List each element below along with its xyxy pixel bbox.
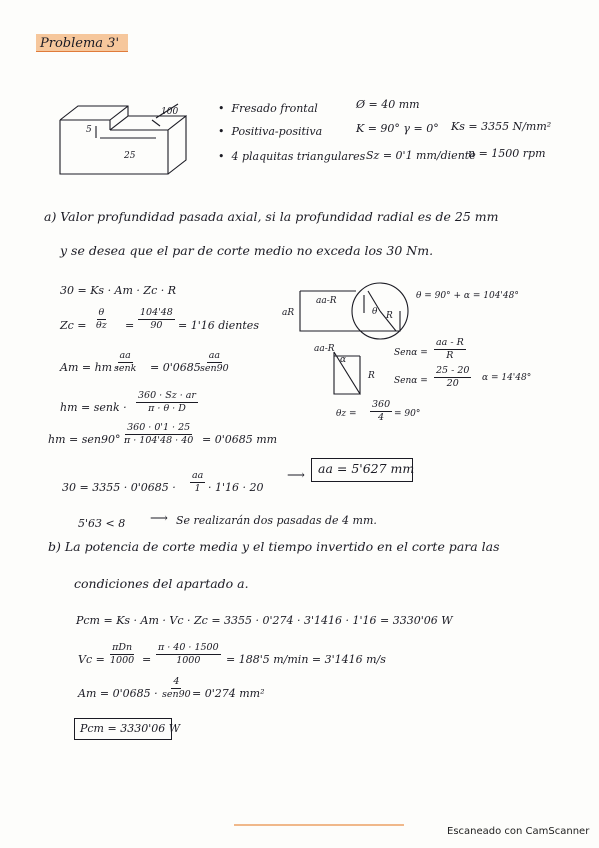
ar-label: aR: [282, 308, 295, 318]
zc-f2-num: 104'48: [140, 307, 173, 318]
hm2-lhs: hm = sen90° ·: [48, 433, 128, 446]
sen1-den: R: [446, 349, 454, 361]
zc-f1-den: θz: [96, 319, 107, 331]
sen2-den: 20: [446, 377, 459, 389]
bullet-2-text: Positiva-positiva: [231, 125, 323, 138]
scanner-watermark: Escaneado con CamScanner: [447, 826, 590, 837]
hm2-result: = 0'0685 mm: [202, 433, 278, 446]
am-b-lhs: Am = 0'0685 ·: [78, 687, 158, 700]
am-lhs: Am = hm ·: [60, 361, 120, 374]
zc-fraction-1: [96, 308, 107, 331]
zc-lhs: Zc =: [60, 319, 87, 332]
sen-alpha-2-fraction: [434, 366, 471, 389]
vc-f2-num: π · 40 · 1500: [158, 642, 219, 653]
bullet-3-text: 4 plaquitas triangulares: [231, 150, 366, 163]
theta-equation: θ = 90° + α = 104'48°: [416, 291, 519, 301]
circle-aa-r-label: aa-R: [316, 296, 337, 306]
param-sz: Sz = 0'1 mm/diente: [366, 149, 476, 162]
result-aa: aa = 5'627 mm: [318, 461, 415, 476]
vc-f1-den: 1000: [110, 654, 135, 666]
am-b-result: = 0'274 mm²: [192, 687, 265, 700]
sen-alpha-1-fraction: [434, 338, 466, 361]
am-fraction-1: [114, 351, 136, 374]
final-eq-f-den: 1: [194, 482, 201, 494]
alpha-label: α: [340, 355, 347, 365]
vc-f1-num: πDn: [112, 642, 133, 653]
am-f2-num: aa: [208, 350, 221, 361]
am-f2-den: sen90: [200, 362, 229, 374]
hm-lhs: hm = senk ·: [60, 401, 127, 414]
thetaz-num: 360: [372, 399, 391, 410]
zc-f2-den: 90: [150, 319, 163, 331]
sen-alpha-1: Senα =: [394, 348, 428, 358]
am-f1-num: aa: [119, 350, 131, 361]
am-fraction-2: [200, 351, 229, 374]
figure-depth-label: 5: [86, 125, 92, 135]
theta-label: θ: [372, 307, 378, 317]
bullet-1-text: Fresado frontal: [231, 102, 318, 115]
sen1-num: aa - R: [436, 337, 464, 348]
final-eq-lhs: 30 = 3355 · 0'0685 ·: [62, 481, 176, 494]
vc-lhs: Vc =: [78, 653, 105, 666]
final-eq-rhs: · 1'16 · 20: [208, 481, 264, 494]
hm-f-den: π · θ · D: [148, 402, 186, 414]
bullet-3: • 4 plaquitas triangulares: [218, 150, 366, 163]
part-b-statement-2: condiciones del apartado a.: [74, 576, 249, 591]
bullet-2: • Positiva-positiva: [218, 125, 323, 138]
r-label: R: [386, 311, 393, 321]
am-mid: = 0'0685: [150, 361, 201, 374]
part-a-statement-2: y se desea que el par de corte medio no exceda los 30 Nm.: [60, 243, 434, 258]
sen2-num: 25 - 20: [436, 365, 470, 376]
hm-fraction: [136, 391, 198, 414]
param-ks: Ks = 3355 N/mm²: [451, 120, 552, 133]
conclusion-lhs: 5'63 < 8: [78, 517, 126, 530]
footer-divider: [234, 824, 404, 826]
vc-fraction-2: [156, 643, 221, 666]
am-b-f-den: sen90: [162, 688, 191, 700]
hm2-f-den: π · 104'48 · 40: [124, 434, 194, 446]
thetaz-lhs: θz =: [336, 409, 357, 419]
param-diameter: Ø = 40 mm: [356, 98, 420, 111]
pcm-equation: Pcm = Ks · Am · Vc · Zc = 3355 · 0'274 · 3'1416 · 1'16 = 3330'06 W: [76, 614, 453, 627]
vc-fraction-1: [110, 643, 134, 666]
vc-mid: =: [142, 653, 152, 666]
alpha-result: α = 14'48°: [482, 373, 532, 383]
thetaz-den: 4: [378, 411, 385, 423]
vc-result: = 188'5 m/min = 3'1416 m/s: [226, 653, 386, 666]
am-b-f-num: 4: [173, 676, 180, 687]
param-n: n = 1500 rpm: [468, 147, 546, 160]
figure-width-label: 100: [161, 107, 179, 117]
part-a-statement-1: a) Valor profundidad pasada axial, si la profundidad radial es de 25 mm: [44, 209, 499, 224]
page-title: Problema 3': [40, 36, 120, 51]
hm2-fraction: [124, 423, 193, 446]
bullet-1: • Fresado frontal: [218, 102, 318, 115]
hm2-f-num: 360 · 0'1 · 25: [127, 422, 191, 433]
sen-alpha-2: Senα =: [394, 376, 428, 386]
zc-fraction-2: [138, 308, 175, 331]
vc-f2-den: 1000: [176, 654, 201, 666]
thetaz-result: = 90°: [394, 409, 421, 419]
arrow-2: ⟶: [150, 510, 168, 525]
arrow-1: ⟶: [287, 467, 305, 482]
result-pcm: Pcm = 3330'06 W: [80, 722, 181, 735]
part-b-statement-1: b) La potencia de corte media y el tiempo invertido en el corte para las: [48, 539, 500, 554]
triangle-r-label: R: [368, 371, 375, 381]
zc-result: = 1'16 dientes: [178, 319, 259, 332]
zc-equals: =: [125, 319, 135, 332]
figure-length-label: 25: [124, 151, 136, 161]
final-eq-f-num: aa: [192, 470, 204, 481]
triangle-diagram: [330, 348, 370, 396]
thetaz-fraction: [370, 400, 392, 423]
triangle-aa-r-label: aa-R: [314, 344, 335, 354]
param-angles: K = 90° γ = 0°: [356, 122, 439, 135]
conclusion-rhs: Se realizarán dos pasadas de 4 mm.: [176, 514, 377, 527]
zc-f1-num: θ: [98, 307, 105, 318]
am-f1-den: senk: [114, 362, 137, 374]
am-b-fraction: [162, 677, 191, 700]
final-eq-fraction: [190, 471, 205, 494]
hm-f-num: 360 · Sz · ar: [138, 390, 196, 401]
torque-equation: 30 = Ks · Am · Zc · R: [60, 284, 176, 297]
engagement-diagram: [300, 283, 420, 341]
